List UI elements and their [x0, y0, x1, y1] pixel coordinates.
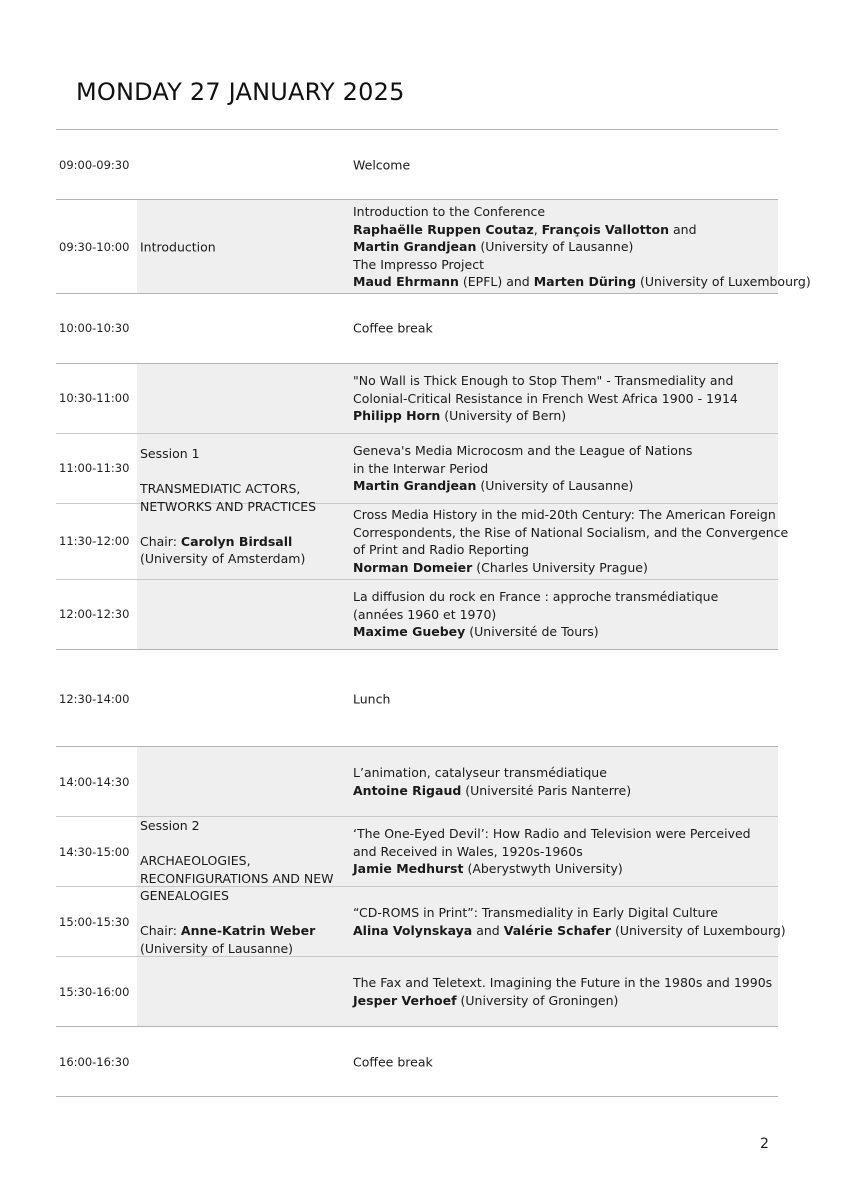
time-label: 11:30-12:00: [59, 534, 130, 548]
talk-title: Introduction to the Conference: [353, 204, 546, 219]
session-chair-affiliation: (University of Lausanne): [140, 940, 294, 956]
talk-speakers: Alina Volynskaya and Valérie Schafer (University of Luxembourg): [353, 922, 786, 938]
lunch-label: Lunch: [353, 691, 391, 707]
session-theme: RECONFIGURATIONS AND NEW: [140, 870, 334, 886]
session-theme: NETWORKS AND PRACTICES: [140, 498, 317, 514]
rule: [56, 433, 778, 434]
session-chair: Chair: Anne-Katrin Weber: [140, 923, 316, 938]
talk-title: Colonial-Critical Resistance in French West Africa 1900 - 1914: [353, 390, 738, 406]
rule: [56, 746, 778, 747]
talk-speakers: Maud Ehrmann (EPFL) and Marten Düring (University of Luxembourg): [353, 274, 811, 290]
welcome-label: Welcome: [353, 157, 411, 173]
talk-title: in the Interwar Period: [353, 460, 489, 476]
time-label: 15:30-16:00: [59, 985, 130, 999]
coffee-break-label: Coffee break: [353, 1054, 433, 1070]
talk-title: (années 1960 et 1970): [353, 606, 497, 622]
session-theme: TRANSMEDIATIC ACTORS,: [140, 481, 301, 496]
talk-title: L’animation, catalyseur transmédiatique: [353, 765, 607, 780]
time-label: 14:30-15:00: [59, 845, 130, 859]
talk-speakers: Norman Domeier (Charles University Prague): [353, 559, 648, 575]
time-label: 16:00-16:30: [59, 1055, 130, 1069]
session-theme: GENEALOGIES: [140, 888, 229, 903]
talk-title: of Print and Radio Reporting: [353, 542, 530, 558]
time-label: 12:00-12:30: [59, 607, 130, 621]
talk-title: "No Wall is Thick Enough to Stop Them" - Transmediality and: [353, 373, 734, 388]
rule-bottom: [56, 1096, 778, 1097]
talk-speakers: Martin Grandjean (University of Lausanne): [353, 239, 634, 255]
talk-title: La diffusion du rock en France : approche transmédiatique: [353, 589, 719, 604]
talk-speakers: Jamie Medhurst (Aberystwyth University): [353, 861, 623, 877]
time-label: 10:30-11:00: [59, 391, 130, 405]
time-label: 09:00-09:30: [59, 158, 130, 172]
session-chair-affiliation: (University of Amsterdam): [140, 551, 306, 566]
time-label: 14:00-14:30: [59, 775, 130, 789]
time-label: 09:30-10:00: [59, 240, 130, 254]
session-theme: ARCHAEOLOGIES,: [140, 853, 251, 868]
rule-top: [56, 129, 778, 130]
talk-title: Geneva's Media Microcosm and the League of Nations: [353, 443, 693, 458]
time-label: 12:30-14:00: [59, 692, 130, 706]
talk: [353, 904, 786, 939]
talk: [353, 764, 773, 799]
time-label: 11:00-11:30: [59, 461, 130, 475]
talk-speakers: Antoine Rigaud (Université Paris Nanterre): [353, 782, 632, 798]
talk: [353, 506, 789, 576]
talk-title: “CD-ROMS in Print”: Transmediality in Early Digital Culture: [353, 905, 719, 920]
talk-title: Cross Media History in the mid-20th Century: The American Foreign: [353, 507, 776, 522]
talk-title: The Impresso Project: [353, 256, 484, 272]
talk-title: and Received in Wales, 1920s-1960s: [353, 843, 583, 859]
rule: [56, 1026, 778, 1027]
talk: [353, 372, 773, 425]
session-name: Session 2: [140, 818, 200, 833]
talk-speakers: Martin Grandjean (University of Lausanne): [353, 478, 634, 494]
talk-speakers: Philipp Horn (University of Bern): [353, 408, 567, 424]
talk-speakers: Raphaëlle Ruppen Coutaz, François Vallotton and: [353, 221, 697, 237]
rule: [56, 199, 778, 200]
talk-title: ‘The One-Eyed Devil’: How Radio and Television were Perceived: [353, 826, 751, 841]
time-label: 10:00-10:30: [59, 321, 130, 335]
page-title: MONDAY 27 JANUARY 2025: [76, 78, 405, 106]
coffee-break-label: Coffee break: [353, 320, 433, 336]
intro-session-label: Introduction: [140, 239, 216, 255]
talk-title: Correspondents, the Rise of National Socialism, and the Convergence: [353, 524, 789, 540]
intro-talk: [353, 203, 811, 291]
rule: [56, 649, 778, 650]
session-chair: Chair: Carolyn Birdsall: [140, 533, 293, 549]
session1-info: [140, 445, 345, 568]
session2-info: [140, 817, 345, 957]
talk: [353, 588, 773, 641]
page-number: 2: [760, 1136, 769, 1152]
talk: [353, 974, 773, 1009]
talk-title: The Fax and Teletext. Imagining the Future in the 1980s and 1990s: [353, 975, 773, 990]
session-name: Session 1: [140, 446, 200, 461]
talk-speakers: Maxime Guebey (Université de Tours): [353, 624, 599, 640]
rule: [56, 579, 778, 580]
rule: [56, 363, 778, 364]
talk: [353, 442, 773, 495]
time-label: 15:00-15:30: [59, 915, 130, 929]
rule: [56, 293, 778, 294]
talk-speakers: Jesper Verhoef (University of Groningen): [353, 992, 619, 1008]
talk: [353, 825, 773, 878]
